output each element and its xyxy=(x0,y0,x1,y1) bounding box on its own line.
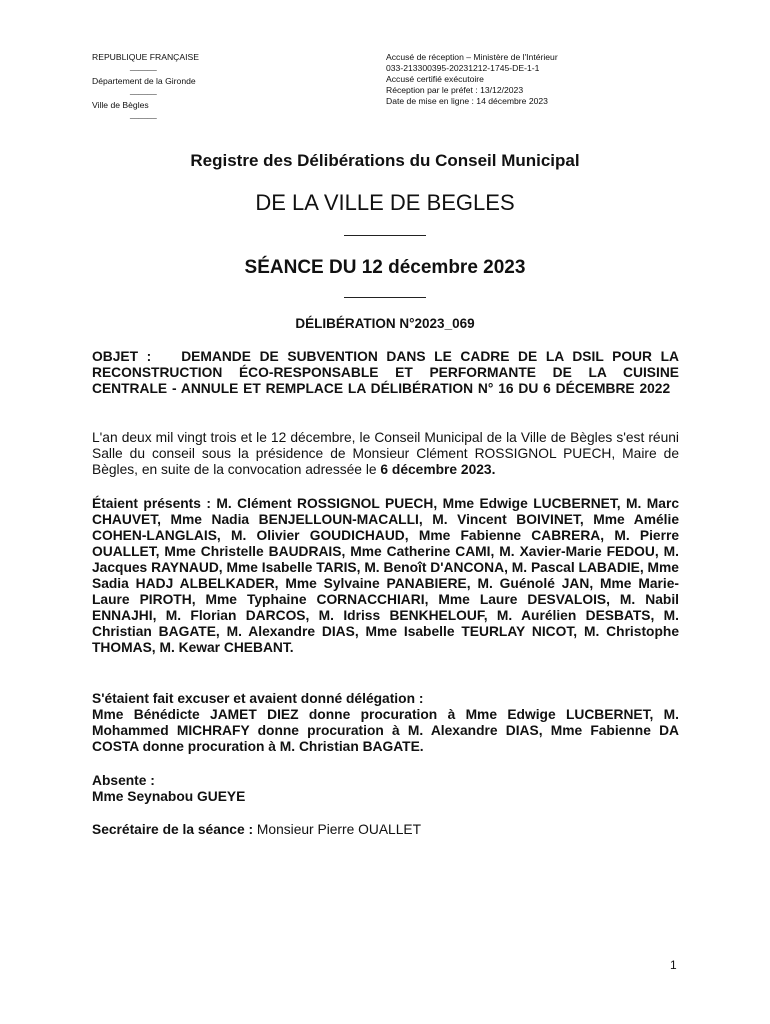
excuses-paragraph xyxy=(92,691,679,755)
prefect-reception: Réception par le préfet : 13/12/2023 xyxy=(386,85,524,95)
absente-heading: Absente : xyxy=(92,773,155,788)
separator-dash: ______ xyxy=(130,110,157,119)
session-divider xyxy=(344,297,426,298)
registry-title: Registre des Délibérations du Conseil Municipal xyxy=(190,151,580,170)
deliberation-number: DÉLIBÉRATION N°2023_069 xyxy=(295,316,475,331)
objet-paragraph xyxy=(92,349,679,397)
objet-label: OBJET : xyxy=(92,349,152,364)
convocation-date: 6 décembre 2023. xyxy=(380,462,496,477)
online-date: Date de mise en ligne : 14 décembre 2023 xyxy=(386,96,548,106)
secretaire-line xyxy=(92,822,679,838)
receipt-id: 033-213300395-20231212-1745-DE-1-1 xyxy=(386,63,540,73)
department-label: Département de la Gironde xyxy=(92,76,196,86)
certified-line: Accusé certifié exécutoire xyxy=(386,74,484,84)
city-label: Ville de Bègles xyxy=(92,100,149,110)
session-title: SÉANCE DU 12 décembre 2023 xyxy=(244,257,526,278)
presents-paragraph xyxy=(92,496,679,656)
absente-section xyxy=(92,773,679,805)
excuses-text: Mme Bénédicte JAMET DIEZ donne procuration à Mme Edwige LUCBERNET, M. Mohammed MICHRAFY donne procuration à M. Alexandre DIAS, Mme Fabienne DA COSTA donne procuration à M. Christian BAGATE. xyxy=(92,707,679,754)
separator-dash: ______ xyxy=(130,86,157,95)
header-left xyxy=(92,52,242,119)
page-number: 1 xyxy=(670,958,677,972)
excuses-heading: S'étaient fait excuser et avaient donné délégation : xyxy=(92,691,424,706)
secretaire-name: Monsieur Pierre OUALLET xyxy=(253,822,421,837)
presents-text: Étaient présents : M. Clément ROSSIGNOL PUECH, Mme Edwige LUCBERNET, M. Marc CHAUVET, Mme Nadia BENJELLOUN-MACALLI, M. Vincent BOIVINET, Mme Amélie COHEN-LANGLAIS, M. Olivier GOUDICHAUD, Mme Fabienne CABRERA, M. Pierre OUALLET, Mme Christelle BAUDRAIS, Mme Catherine CAMI, M. Xavier-Marie FEDOU, M. Jacques RAYNAUD, Mme Isabelle TARIS, M. Benoît D'ANCONA, M. Pascal LABADIE, Mme Sadia HADJ ALBELKADER, Mme Sylvaine PANABIERE, M. Guénolé JAN, Mme Marie-Laure PIROTH, Mme Typhaine CORNACCHIARI, Mme Laure DESVALOIS, M. Nabil ENNAJHI, M. Florian DARCOS, M. Idriss BENKHELOUF, M. Aurélien DESBATS, M. Christian BAGATE, M. Alexandre DIAS, Mme Isabelle TEURLAY NICOT, M. Christophe THOMAS, M. Kewar CHEBANT. xyxy=(92,496,679,655)
intro-text: L'an deux mil vingt trois et le 12 décembre, le Conseil Municipal de la Ville de Bègles s'est réuni Salle du conseil sous la présidence de Monsieur Clément ROSSIGNOL PUECH, Maire de Bègles, en suite de la convocation adressée le xyxy=(92,430,679,477)
title-divider xyxy=(344,235,426,236)
city-title: DE LA VILLE DE BEGLES xyxy=(255,190,515,215)
objet-text: DEMANDE DE SUBVENTION DANS LE CADRE DE LA DSIL POUR LA RECONSTRUCTION ÉCO-RESPONSABLE ET PERFORMANTE DE LA CUISINE CENTRALE - ANNULE ET REMPLACE LA DÉLIBÉRATION N° 16 DU 6 DÉCEMBRE 2022 xyxy=(92,349,679,396)
intro-paragraph xyxy=(92,430,679,478)
absente-name: Mme Seynabou GUEYE xyxy=(92,789,246,804)
header-right xyxy=(386,52,686,107)
separator-dash: ______ xyxy=(130,62,157,71)
secretaire-label: Secrétaire de la séance : xyxy=(92,822,254,837)
receipt-line: Accusé de réception – Ministère de l'Intérieur xyxy=(386,52,558,62)
country-label: REPUBLIQUE FRANÇAISE xyxy=(92,52,199,62)
